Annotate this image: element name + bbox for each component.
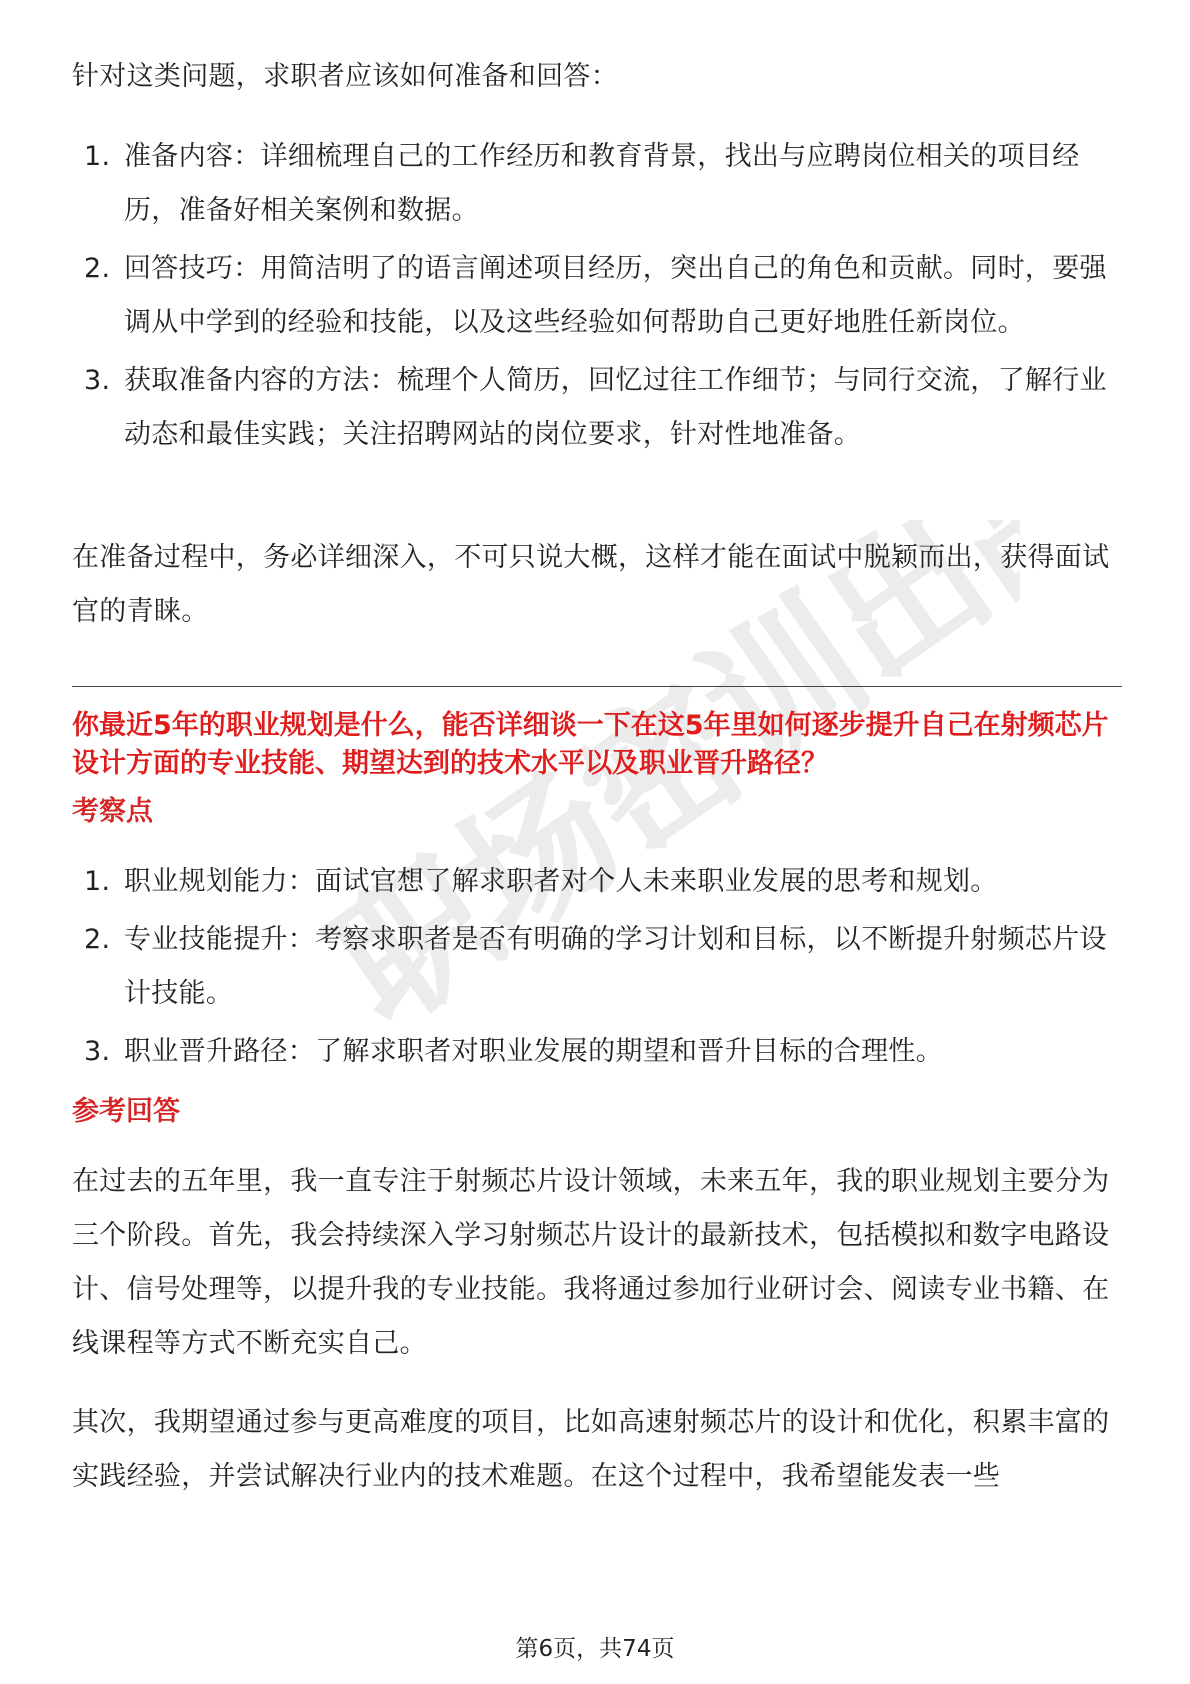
focus-heading: 考察点 — [72, 796, 153, 827]
answer-paragraph: 其次，我期望通过参与更高难度的项目，比如高速射频芯片的设计和优化，积累丰富的实践经验，并尝试解决行业内的技术难题。在这个过程中，我希望能发表一些 — [72, 1407, 1110, 1492]
page-footer: 第6页，共74页 — [515, 1636, 675, 1662]
prep-list — [72, 130, 1122, 466]
list-item: 1. 职业规划能力：面试官想了解求职者对个人未来职业发展的思考和规划。 — [84, 866, 998, 897]
list-item: 3. 职业晋升路径：了解求职者对职业发展的期望和晋升目标的合理性。 — [84, 1036, 943, 1067]
section-divider — [72, 686, 1122, 687]
watermark-text: 职场密训出品 — [305, 520, 1020, 1058]
focus-list — [72, 855, 1122, 1083]
document-page — [72, 0, 1122, 1684]
intro-paragraph: 针对这类问题，求职者应该如何准备和回答： — [72, 61, 618, 92]
list-item-text: 回答技巧：用简洁明了的语言阐述项目经历，突出自己的角色和贡献。同时，要强调从中学到的经验和技能，以及这些经验如何帮助自己更好地胜任新岗位。 — [124, 253, 1107, 338]
list-item: 2. 专业技能提升：考察求职者是否有明确的学习计划和目标，以不断提升射频芯片设计技能。 — [84, 924, 1107, 1009]
list-item: 1. 准备内容：详细梳理自己的工作经历和教育背景，找出与应聘岗位相关的项目经历，准备好相关案例和数据。 — [84, 141, 1080, 226]
question-title: 你最近5年的职业规划是什么，能否详细谈一下在这5年里如何逐步提升自己在射频芯片设计方面的专业技能、期望达到的技术水平以及职业晋升路径？ — [72, 710, 1109, 779]
list-item: 2. 回答技巧：用简洁明了的语言阐述项目经历，突出自己的角色和贡献。同时，要强调从中学到的经验和技能，以及这些经验如何帮助自己更好地胜任新岗位。 — [84, 253, 1107, 338]
list-item-text: 获取准备内容的方法：梳理个人简历，回忆过往工作细节；与同行交流，了解行业动态和最佳实践；关注招聘网站的岗位要求，针对性地准备。 — [124, 365, 1107, 450]
conclusion-paragraph: 在准备过程中，务必详细深入，不可只说大概，这样才能在面试中脱颖而出，获得面试官的青睐。 — [72, 542, 1110, 627]
list-item-text: 准备内容：详细梳理自己的工作经历和教育背景，找出与应聘岗位相关的项目经历，准备好相关案例和数据。 — [124, 141, 1080, 226]
list-item-text: 专业技能提升：考察求职者是否有明确的学习计划和目标，以不断提升射频芯片设计技能。 — [124, 924, 1107, 1009]
list-item: 3. 获取准备内容的方法：梳理个人简历，回忆过往工作细节；与同行交流，了解行业动态和最佳实践；关注招聘网站的岗位要求，针对性地准备。 — [84, 365, 1107, 450]
list-item-text: 职业晋升路径：了解求职者对职业发展的期望和晋升目标的合理性。 — [124, 1036, 943, 1067]
list-item-text: 职业规划能力：面试官想了解求职者对个人未来职业发展的思考和规划。 — [124, 866, 998, 897]
answer-heading: 参考回答 — [72, 1096, 180, 1127]
answer-paragraph: 在过去的五年里，我一直专注于射频芯片设计领域，未来五年，我的职业规划主要分为三个阶段。首先，我会持续深入学习射频芯片设计的最新技术，包括模拟和数字电路设计、信号处理等，以提升我的专业技能。我将通过参加行业研讨会、阅读专业书籍、在线课程等方式不断充实自己。 — [72, 1166, 1110, 1359]
